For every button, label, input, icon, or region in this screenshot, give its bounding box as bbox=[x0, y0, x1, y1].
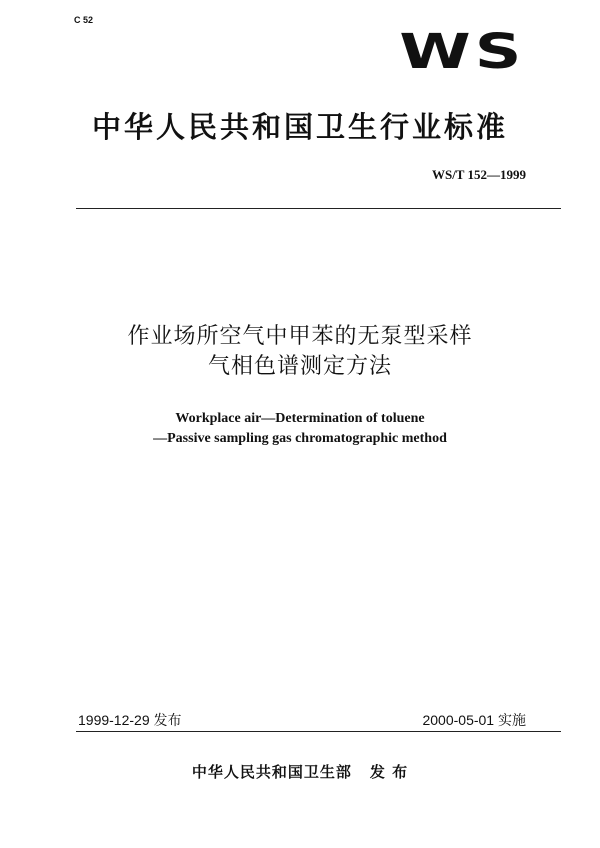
issuer bbox=[0, 761, 600, 782]
document-title-zh-line2: 气相色谱测定方法 bbox=[207, 354, 392, 379]
ws-logo: WS bbox=[399, 24, 526, 80]
footer-divider bbox=[76, 731, 561, 732]
document-title-en-line1: Workplace air—Determination of toluene bbox=[175, 411, 425, 426]
standard-category-title: 中华人民共和国卫生行业标准 bbox=[91, 110, 508, 144]
header-divider bbox=[76, 208, 561, 209]
document-title-en bbox=[0, 409, 600, 449]
implementation-date: 2000-05-01 实施 bbox=[422, 712, 526, 728]
document-title-en-line2: —Passive sampling gas chromatographic method bbox=[153, 431, 447, 446]
classification-code: C 52 bbox=[74, 15, 94, 25]
document-title-zh bbox=[0, 322, 600, 382]
standard-number: WS/T 152—1999 bbox=[431, 167, 526, 182]
issue-date: 1999-12-29 发布 bbox=[78, 712, 182, 728]
issuer-action: 发 布 bbox=[369, 763, 409, 781]
issuer-name: 中华人民共和国卫生部 bbox=[191, 763, 352, 781]
document-title-zh-line1: 作业场所空气中甲苯的无泵型采样 bbox=[127, 324, 473, 349]
